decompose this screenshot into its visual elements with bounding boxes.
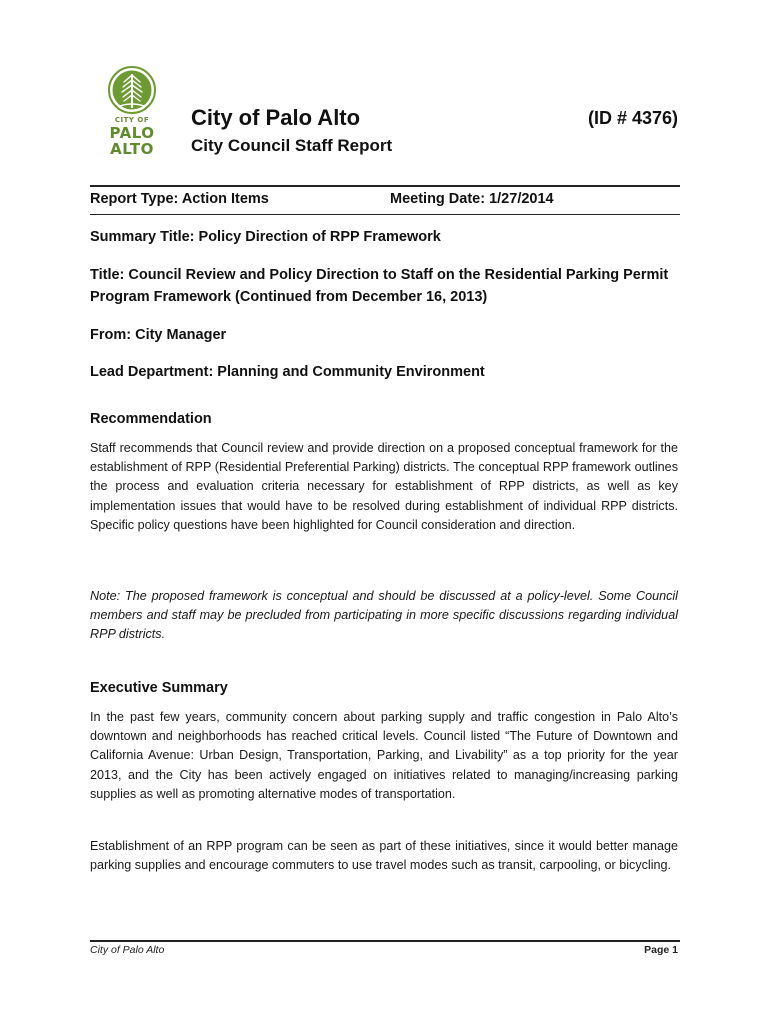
report-subtitle: City Council Staff Report	[191, 136, 393, 155]
from-field: From: City Manager	[90, 327, 227, 343]
executive-summary-heading: Executive Summary	[90, 680, 228, 696]
logo-city-of-text: CITY OF	[114, 116, 150, 124]
city-logo	[106, 66, 158, 162]
report-title: Title: Council Review and Policy Direction to Staff on the Residential Parking Permit Program Framework (Continued from December 16, 2013)	[90, 267, 669, 305]
recommendation-body: Staff recommends that Council review and provide direction on a proposed conceptual framework for the establishment of RPP (Residential Preferential Parking) districts. The conceptual RPP framework outlines the process and evaluation criteria necessary for establishment of RPP districts, as well as key implementation issues that would have to be resolved during establishment of individual RPP districts. Specific policy questions have been highlighted for Council consideration and direction.	[90, 441, 678, 532]
footer-page-number: Page 1	[644, 944, 678, 956]
redwood-tree-icon	[108, 66, 156, 114]
footer-divider	[90, 940, 680, 942]
logo-palo-text: PALO	[109, 124, 155, 142]
recommendation-note: Note: The proposed framework is conceptual and should be discussed at a policy-level. Some Council members and staff may be precluded from participating in more specific discussions regarding individual RPP districts.	[90, 589, 678, 642]
summary-title: Summary Title: Policy Direction of RPP Framework	[90, 229, 441, 245]
executive-summary-para-2: Establishment of an RPP program can be seen as part of these initiatives, since it would better manage parking supplies and encourage commuters to use travel modes such as transit, carpooling, or bicycling.	[90, 839, 678, 873]
meta-divider	[90, 214, 680, 215]
header-divider	[90, 185, 680, 187]
recommendation-heading: Recommendation	[90, 411, 212, 427]
report-id: (ID # 4376)	[587, 108, 678, 128]
city-title: City of Palo Alto	[191, 105, 361, 130]
footer-city-name: City of Palo Alto	[90, 944, 165, 956]
meeting-date: Meeting Date: 1/27/2014	[390, 191, 554, 207]
executive-summary-para-1: In the past few years, community concern about parking supply and traffic congestion in Palo Alto’s downtown and neighborhoods has reached critical levels. Council listed “The Future of Downtown and California Avenue: Urban Design, Transportation, Parking, and Livability” as a top priority for the year 2013, and the City has been actively engaged on initiatives related to managing/increasing parking supplies as well as promoting alternative modes of transportation.	[90, 710, 678, 801]
logo-alto-text: ALTO	[110, 140, 154, 158]
lead-department: Lead Department: Planning and Community Environment	[90, 364, 485, 380]
report-type: Report Type: Action Items	[90, 191, 269, 207]
